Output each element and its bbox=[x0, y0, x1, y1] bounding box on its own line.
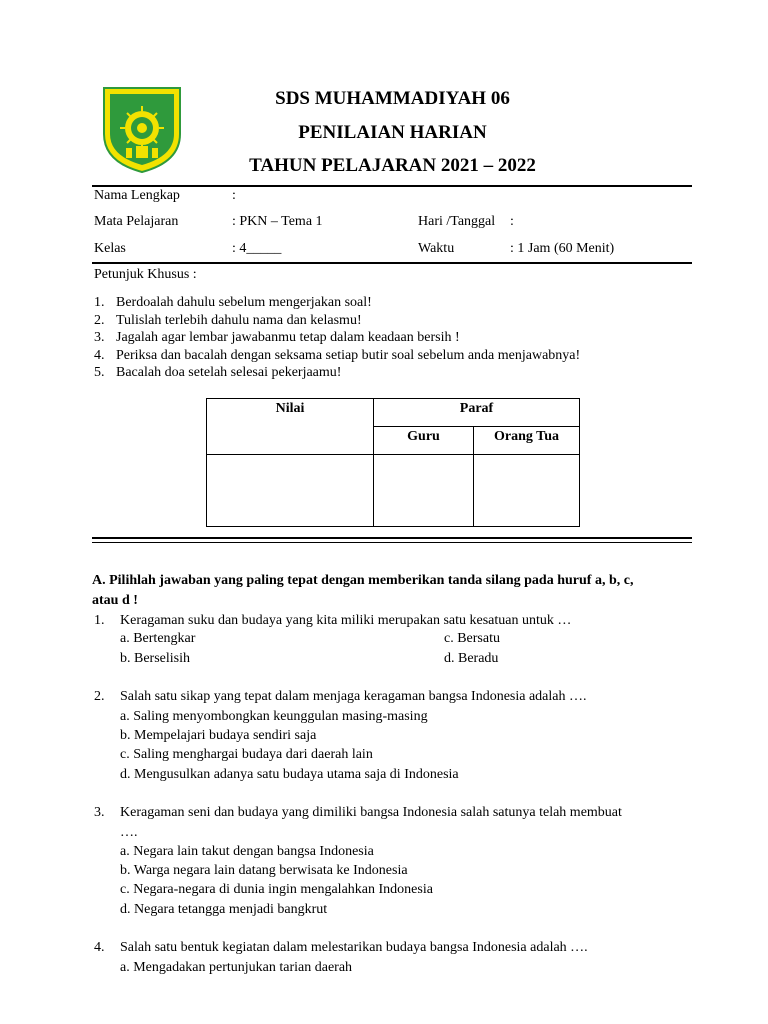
grade-table bbox=[206, 398, 580, 527]
guru-sign-cell[interactable] bbox=[374, 455, 474, 527]
option-c[interactable]: c. Saling menghargai budaya dari daerah lain bbox=[120, 747, 373, 762]
name-label: Nama Lengkap bbox=[94, 188, 180, 203]
day-label: Hari /Tanggal bbox=[418, 214, 496, 229]
question-number: 2. bbox=[94, 689, 105, 704]
school-logo-icon bbox=[100, 84, 184, 174]
question-number: 3. bbox=[94, 805, 105, 820]
identity-divider bbox=[92, 262, 692, 264]
assessment-title: PENILAIAN HARIAN bbox=[298, 122, 487, 143]
subject-value: : PKN – Tema 1 bbox=[232, 214, 323, 229]
class-value: : 4_____ bbox=[232, 241, 282, 256]
question-text: Salah satu bentuk kegiatan dalam melestarikan budaya bangsa Indonesia adalah …. bbox=[120, 940, 588, 955]
option-a[interactable]: a. Negara lain takut dengan bangsa Indonesia bbox=[120, 844, 374, 859]
question-number: 4. bbox=[94, 940, 105, 955]
instructions-title: Petunjuk Khusus : bbox=[94, 267, 197, 282]
school-logo bbox=[100, 84, 184, 174]
option-b[interactable]: b. Mempelajari budaya sendiri saja bbox=[120, 728, 317, 743]
question-number: 1. bbox=[94, 613, 105, 628]
instruction-item: 5. Bacalah doa setelah selesai pekerjaamu! bbox=[94, 365, 342, 380]
question-text-cont: …. bbox=[120, 825, 138, 840]
academic-year: TAHUN PELAJARAN 2021 – 2022 bbox=[249, 155, 536, 176]
name-value: : bbox=[232, 188, 236, 203]
orang-tua-header: Orang Tua bbox=[474, 427, 580, 455]
option-b[interactable]: b. Warga negara lain datang berwisata ke Indonesia bbox=[120, 863, 408, 878]
option-a[interactable]: a. Saling menyombongkan keunggulan masing-masing bbox=[120, 709, 428, 724]
section-a-title-cont: atau d ! bbox=[92, 593, 138, 608]
option-d[interactable]: d. Negara tetangga menjadi bangkrut bbox=[120, 902, 328, 917]
option-d[interactable]: d. Mengusulkan adanya satu budaya utama saja di Indonesia bbox=[120, 767, 459, 782]
instruction-item: 2. Tulislah terlebih dahulu nama dan kelasmu! bbox=[94, 312, 362, 328]
subject-label: Mata Pelajaran bbox=[94, 214, 179, 229]
instruction-item: 3. Jagalah agar lembar jawabanmu tetap dalam keadaan bersih ! bbox=[94, 330, 460, 345]
nilai-header: Nilai bbox=[207, 399, 374, 455]
section-divider-top bbox=[92, 537, 692, 539]
instruction-item: 1. Berdoalah dahulu sebelum mengerjakan soal! bbox=[94, 295, 372, 310]
option-a[interactable]: a. Bertengkar bbox=[120, 631, 196, 646]
school-name: SDS MUHAMMADIYAH 06 bbox=[275, 88, 510, 109]
section-divider-bottom bbox=[92, 542, 692, 543]
orang-tua-sign-cell[interactable] bbox=[474, 455, 580, 527]
day-value: : bbox=[510, 214, 514, 229]
header-divider bbox=[92, 185, 692, 187]
option-c[interactable]: c. Negara-negara di dunia ingin mengalahkan Indonesia bbox=[120, 882, 433, 897]
paraf-header: Paraf bbox=[374, 399, 580, 427]
option-d[interactable]: d. Beradu bbox=[444, 651, 499, 666]
nilai-cell[interactable] bbox=[207, 455, 374, 527]
instruction-item: 4. Periksa dan bacalah dengan seksama setiap butir soal sebelum anda menjawabnya! bbox=[94, 347, 581, 363]
question-text: Keragaman suku dan budaya yang kita miliki merupakan satu kesatuan untuk … bbox=[120, 613, 572, 628]
time-label: Waktu bbox=[418, 241, 455, 256]
class-label: Kelas bbox=[94, 241, 126, 256]
option-a[interactable]: a. Mengadakan pertunjukan tarian daerah bbox=[120, 960, 353, 975]
guru-header: Guru bbox=[374, 427, 474, 455]
option-b[interactable]: b. Berselisih bbox=[120, 651, 190, 666]
question-text: Salah satu sikap yang tepat dalam menjaga keragaman bangsa Indonesia adalah …. bbox=[120, 689, 587, 704]
time-value: : 1 Jam (60 Menit) bbox=[510, 241, 615, 256]
question-text: Keragaman seni dan budaya yang dimiliki bangsa Indonesia salah satunya telah membuat bbox=[120, 805, 622, 820]
option-c[interactable]: c. Bersatu bbox=[444, 631, 500, 646]
section-a-title: A. Pilihlah jawaban yang paling tepat dengan memberikan tanda silang pada huruf a, b, c, bbox=[92, 573, 634, 588]
instructions-list bbox=[94, 294, 580, 382]
